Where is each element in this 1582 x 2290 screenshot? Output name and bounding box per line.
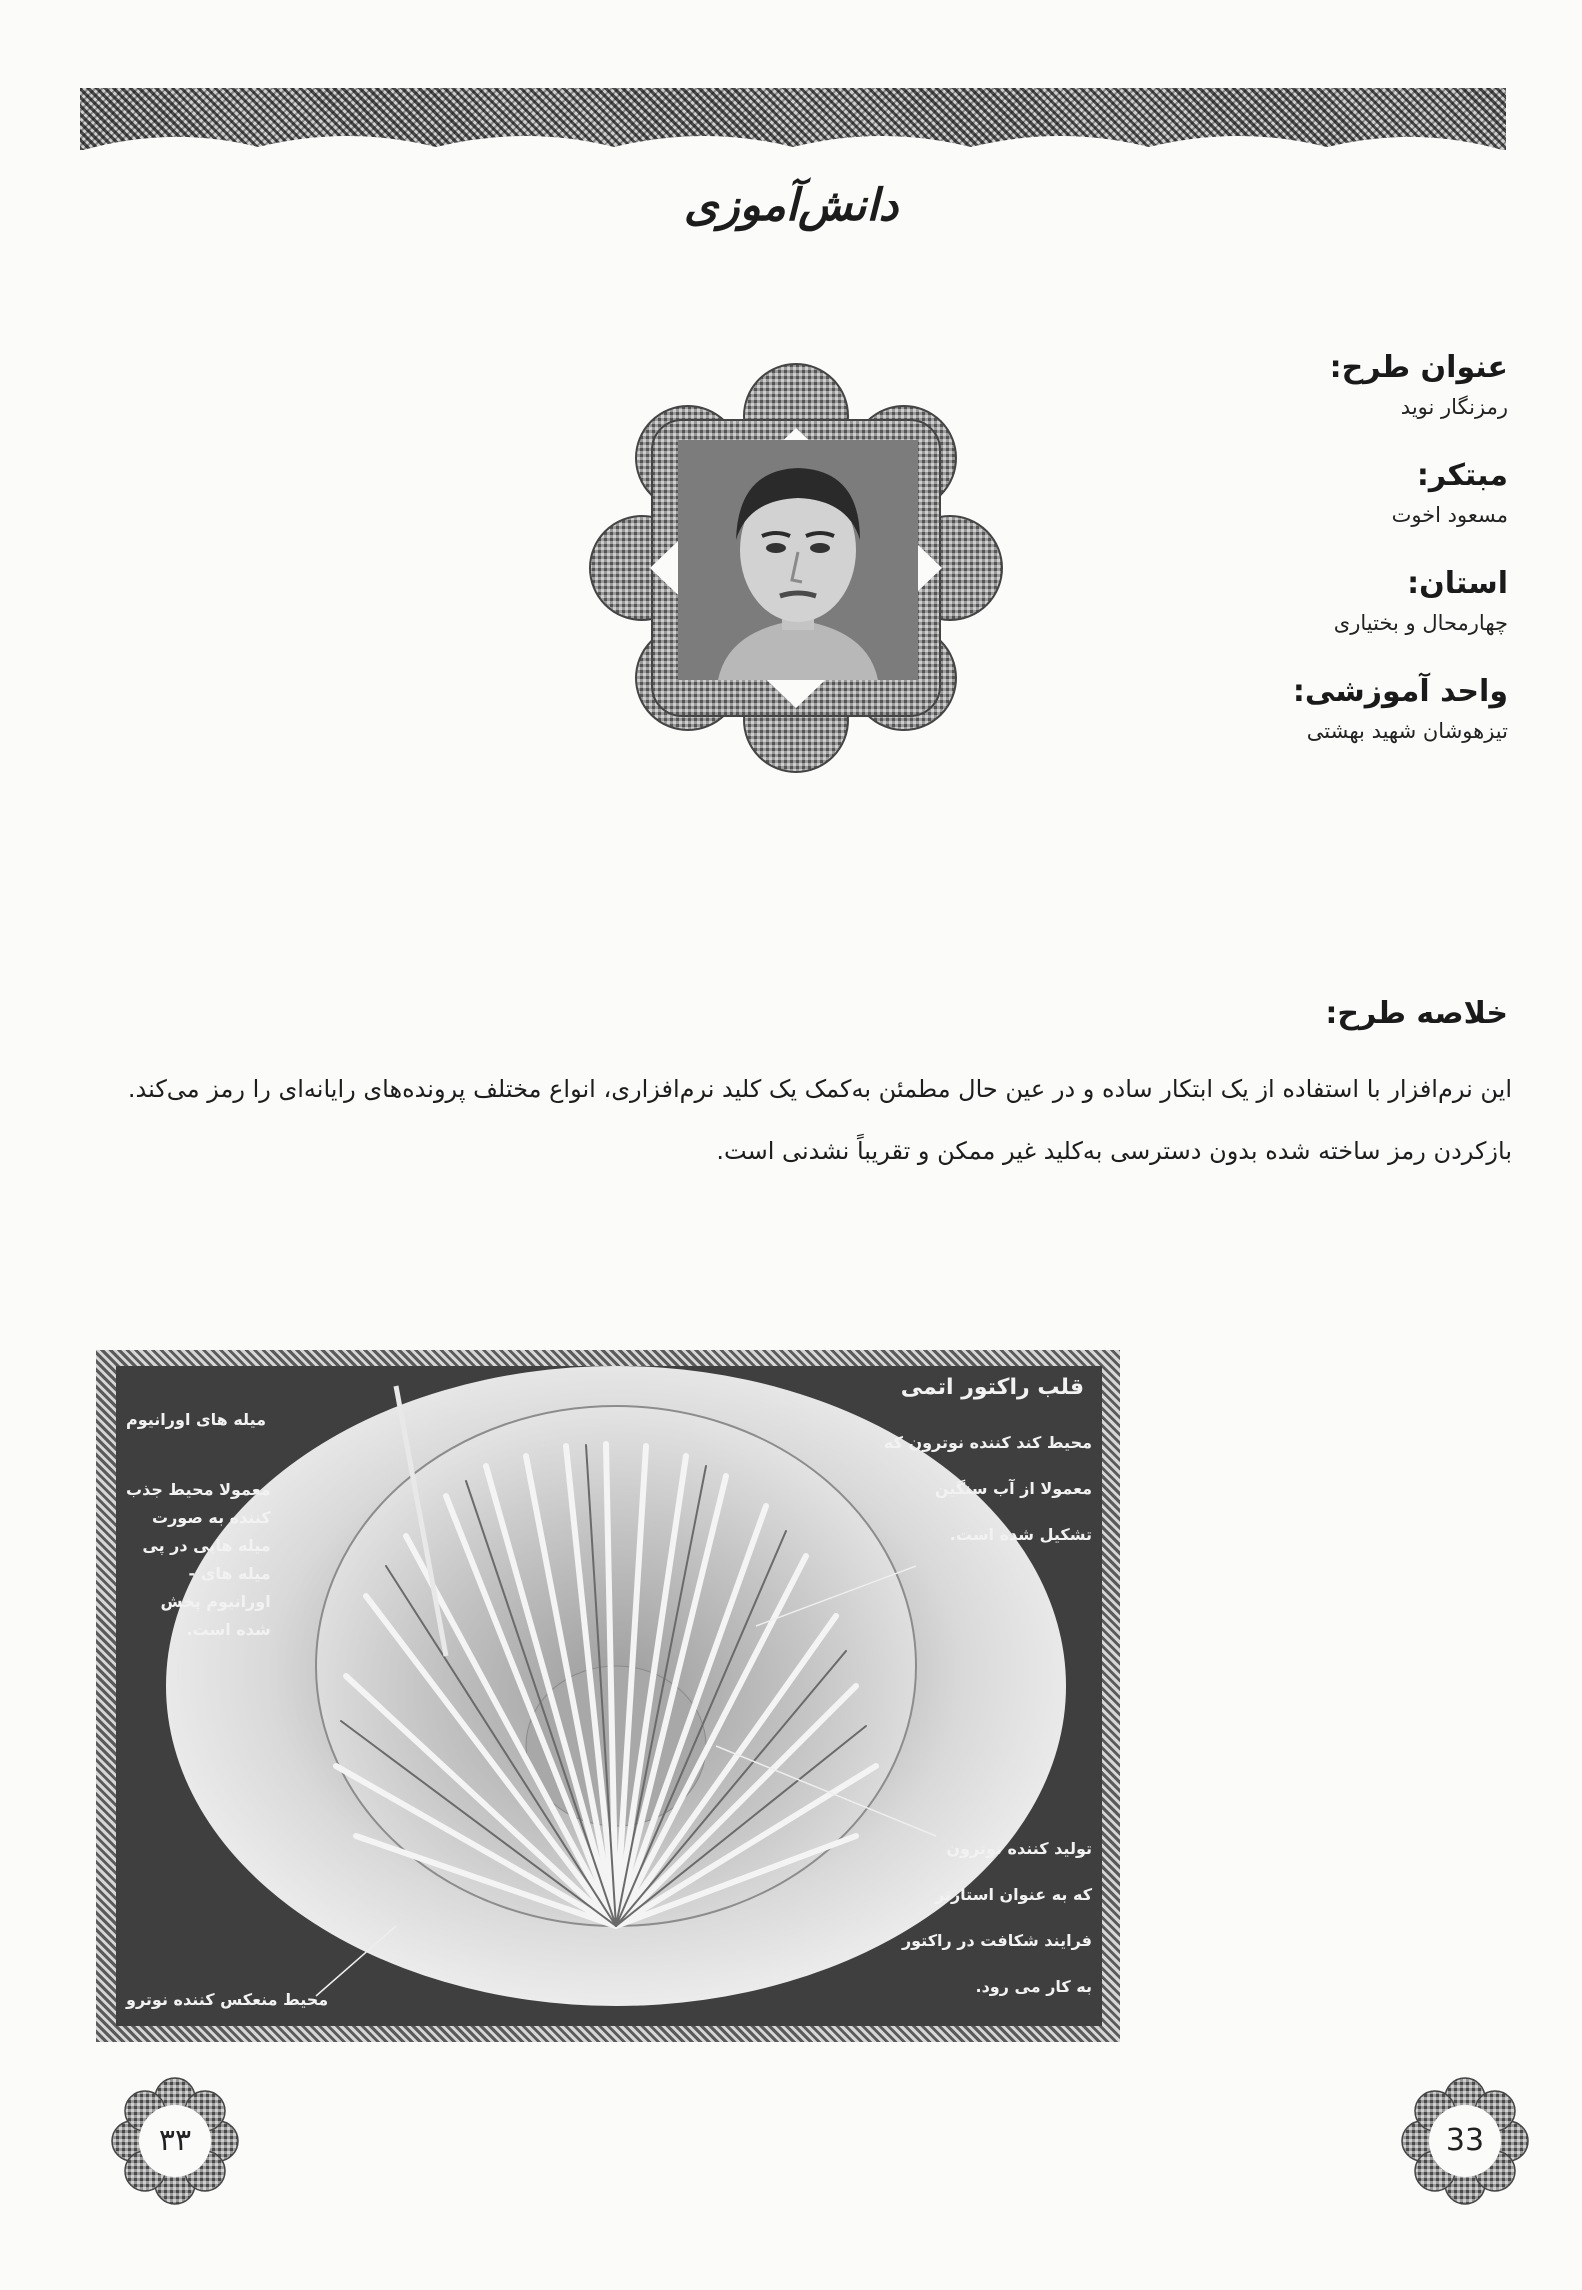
section-title: دانش‌آموزی bbox=[683, 180, 899, 231]
diagram-title: قلب راکتور اتمی bbox=[900, 1375, 1084, 1400]
neutron-source-label bbox=[902, 1826, 1092, 2010]
source-line: فرایند شکافت در راکتور bbox=[901, 1931, 1092, 1950]
scallop-edge-icon bbox=[80, 125, 1506, 151]
unit-value: تیزهوشان شهید بهشتی bbox=[1306, 719, 1508, 743]
project-title-label: عنوان طرح: bbox=[1329, 350, 1508, 385]
page-number-badge-right bbox=[1400, 2076, 1530, 2206]
unit-label: واحد آموزشی: bbox=[1292, 674, 1508, 709]
project-info bbox=[988, 348, 1508, 780]
inventor-photo bbox=[678, 440, 918, 680]
moderator-line: تشکیل شده است. bbox=[949, 1525, 1092, 1544]
absorber-line: میله هایی در پی bbox=[142, 1536, 271, 1555]
summary-text: این نرم‌افزار با استفاده از یک ابتکار ساده و در عین حال مطمئن به‌کمک یک کلید نرم‌افزاری، انواع مختلف پرونده‌های رایانه‌ای را رمز می‌کند. بازکردن رمز ساخته شده بدون دسترسی به‌کلید غیر ممکن و تقریباً نشدنی است. bbox=[127, 1075, 1512, 1165]
moderator-line: معمولا از آب سنگین bbox=[934, 1479, 1092, 1498]
province-label: استان: bbox=[1407, 566, 1508, 601]
page-number-latin: 33 bbox=[1445, 2123, 1485, 2158]
province-value: چهارمحال و بختیاری bbox=[1333, 611, 1508, 635]
summary-label: خلاصه طرح: bbox=[1325, 996, 1508, 1031]
inventor-label: مبتکر: bbox=[1416, 458, 1508, 493]
page-number-badge-left bbox=[110, 2076, 240, 2206]
page-number-persian: ۳۳ bbox=[158, 2123, 192, 2158]
inventor-value: مسعود اخوت bbox=[1391, 503, 1508, 527]
moderator-line: محیط کند کننده نوترون که bbox=[883, 1433, 1092, 1452]
project-title-value: رمزنگار نوید bbox=[1400, 395, 1508, 419]
absorber-line: کننده به صورت bbox=[152, 1508, 271, 1527]
source-line: که به عنوان استارتر bbox=[935, 1885, 1092, 1904]
source-line: به کار می رود. bbox=[975, 1977, 1092, 1996]
top-ornament-band bbox=[80, 88, 1506, 150]
uranium-rods-label: میله های اورانیوم bbox=[126, 1410, 266, 1429]
absorber-line: میله های - bbox=[188, 1564, 271, 1583]
reflector-label: محیط منعکس کننده نوترو bbox=[126, 1990, 329, 2009]
source-line: تولید کننده نوترون bbox=[946, 1839, 1092, 1858]
moderator-label bbox=[884, 1420, 1092, 1558]
absorber-line: اورانیوم پخش bbox=[160, 1592, 271, 1611]
absorber-label bbox=[126, 1476, 271, 1644]
reactor-diagram bbox=[116, 1366, 1102, 2026]
portrait-frame bbox=[580, 358, 1012, 778]
absorber-line: شده است. bbox=[186, 1620, 271, 1639]
absorber-line: معمولا محیط جذب bbox=[126, 1480, 271, 1499]
portrait-icon bbox=[678, 440, 918, 680]
